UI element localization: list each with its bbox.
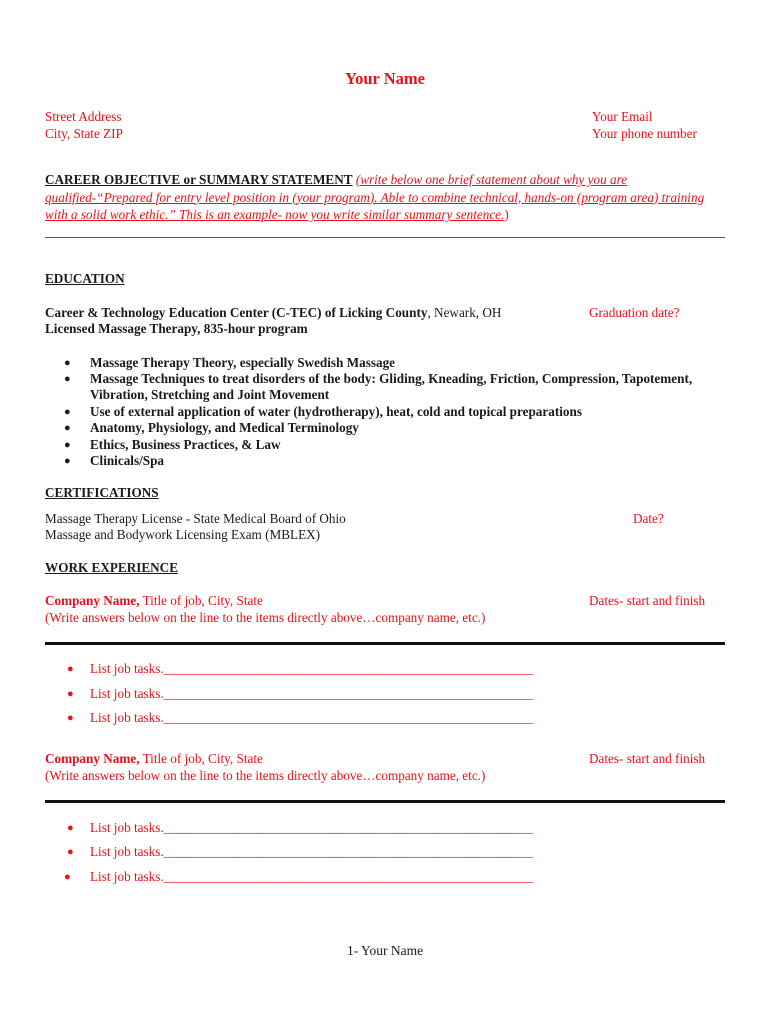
divider xyxy=(45,800,725,803)
certification-item: Massage and Bodywork Licensing Exam (MBLEX) xyxy=(45,527,321,542)
bullet-icon: ● xyxy=(64,373,71,385)
course-item: Anatomy, Physiology, and Medical Terminology xyxy=(90,420,359,435)
bullet-icon: ● xyxy=(67,846,74,858)
job-line xyxy=(45,593,263,609)
program-name: Licensed Massage Therapy, 835-hour program xyxy=(45,321,308,336)
job-dates: Dates- start and finish xyxy=(589,751,706,766)
city-state-zip: City, State ZIP xyxy=(45,126,123,141)
company-name: Company Name, xyxy=(45,751,140,766)
job-title: Title of job, City, State xyxy=(139,751,263,766)
career-objective xyxy=(45,171,730,224)
education-heading: EDUCATION xyxy=(45,271,125,286)
bullet-icon: ● xyxy=(64,357,71,369)
job-task: List job tasks.________________________________________________________ xyxy=(90,869,533,884)
school-location: , Newark, OH xyxy=(427,305,502,320)
job-task: List job tasks.________________________________________________________ xyxy=(90,820,533,835)
bullet-icon: ● xyxy=(67,688,74,700)
street-address: Street Address xyxy=(45,109,122,124)
bullet-icon: ● xyxy=(67,712,74,724)
company-name: Company Name, xyxy=(45,593,140,608)
bullet-icon: ● xyxy=(67,663,74,675)
job-dates: Dates- start and finish xyxy=(589,593,706,608)
job-note: (Write answers below on the line to the items directly above…company name, etc.) xyxy=(45,610,486,625)
job-task: List job tasks.________________________________________________________ xyxy=(90,661,533,676)
course-item: Use of external application of water (hydrotherapy), heat, cold and topical preparations xyxy=(90,404,582,419)
job-task: List job tasks.________________________________________________________ xyxy=(90,686,533,701)
certifications-heading: CERTIFICATIONS xyxy=(45,485,159,500)
course-item: Massage Techniques to treat disorders of the body: Gliding, Kneading, Friction, Compression, Tapotement, xyxy=(90,371,693,386)
divider xyxy=(45,642,725,645)
certification-date: Date? xyxy=(633,511,664,526)
page-footer: 1- Your Name xyxy=(346,943,424,958)
course-item: Clinicals/Spa xyxy=(90,453,165,468)
job-task: List job tasks.________________________________________________________ xyxy=(90,710,533,725)
objective-instruction: (write below one brief statement about why you are qualified-“Prepared for entry level position in (your program). Able to combine technical, hands-on (program area) training with a solid work ethic.” This is an example- now you write similar summary sentence. xyxy=(45,172,705,222)
work-heading: WORK EXPERIENCE xyxy=(45,560,178,575)
objective-close: ) xyxy=(504,207,509,222)
job-title: Title of job, City, State xyxy=(139,593,263,608)
certification-item: Massage Therapy License - State Medical Board of Ohio xyxy=(45,511,346,526)
bullet-icon: ● xyxy=(67,822,74,834)
bullet-icon: ● xyxy=(64,455,71,467)
school-name: Career & Technology Education Center (C-TEC) of Licking County xyxy=(45,305,428,320)
divider xyxy=(45,237,725,238)
email: Your Email xyxy=(592,109,653,124)
course-item: Ethics, Business Practices, & Law xyxy=(90,437,281,452)
bullet-icon: ● xyxy=(64,406,71,418)
job-line xyxy=(45,751,263,767)
resume-name: Your Name xyxy=(345,69,425,88)
course-item-continued: Vibration, Stretching and Joint Movement xyxy=(90,387,330,402)
job-note: (Write answers below on the line to the items directly above…company name, etc.) xyxy=(45,768,486,783)
phone-number: Your phone number xyxy=(592,126,697,141)
bullet-icon: ● xyxy=(64,422,71,434)
course-item: Massage Therapy Theory, especially Swedish Massage xyxy=(90,355,396,370)
graduation-date: Graduation date? xyxy=(589,305,680,320)
school-line xyxy=(45,305,501,321)
job-task: List job tasks.________________________________________________________ xyxy=(90,844,533,859)
bullet-icon: ● xyxy=(64,871,71,883)
bullet-icon: ● xyxy=(64,439,71,451)
objective-heading: CAREER OBJECTIVE or SUMMARY STATEMENT xyxy=(45,172,353,187)
